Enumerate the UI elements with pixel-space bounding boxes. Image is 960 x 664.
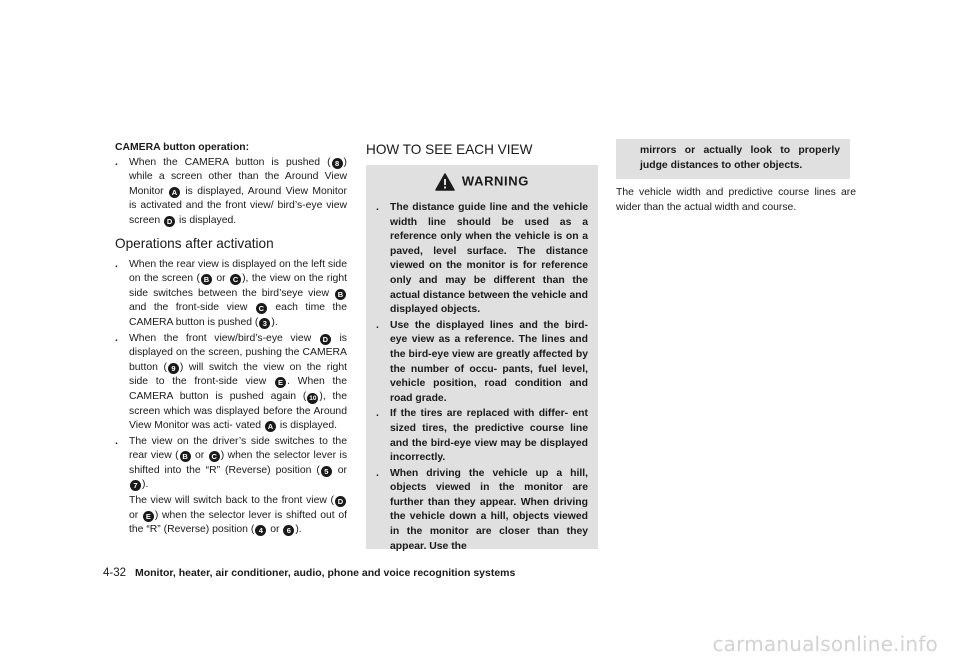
callout-9-icon: 9: [168, 363, 179, 374]
bullet-mark: .: [115, 435, 118, 447]
course-lines-paragraph: The vehicle width and predictive course lines are wider than the actual width and course.: [616, 187, 856, 213]
warning-item-hill: . When driving the vehicle up a hill, objects viewed in the monitor are further than they appear. When driving the vehicle down a hill, objects viewed in the monitor are closer than they appear. Use the: [376, 467, 588, 552]
section-heading: HOW TO SEE EACH VIEW: [366, 142, 533, 157]
callout-c-icon: C: [209, 451, 220, 462]
warning-item-tires: . If the tires are replaced with differ- ent sized tires, the predictive course line and the bird-eye view may be displayed incorrectly.: [376, 408, 588, 464]
bullet-front-view: . When the front view/bird’s-eye view D is displayed on the screen, pushing the CAMERA button ( 9 ) will switch the view on the right side to the front-side view E . When the CAMERA button is pushed again ( 10 ), the screen which was displayed before the Around View Monitor was acti- vated A is displayed.: [115, 332, 348, 432]
chapter-title: Monitor, heater, air conditioner, audio, phone and voice recognition systems: [134, 567, 516, 579]
callout-c-icon: C: [256, 303, 267, 314]
bullet-mark: .: [115, 258, 118, 270]
warning-triangle-icon: [435, 173, 455, 191]
bullet-mark: .: [376, 319, 379, 331]
bullet-mark: .: [376, 408, 379, 420]
left-column: [115, 141, 347, 539]
callout-5-icon: 5: [321, 466, 332, 477]
bullet-rear-view: . When the rear view is displayed on the left side on the screen ( B or C ), the view on the right side switches between the bird’seye view B and the front-side view C each time the CAMERA button is pushed ( 3 ).: [115, 258, 348, 328]
page-footer: [103, 566, 515, 580]
callout-d-icon: D: [335, 496, 346, 507]
callout-b-icon: B: [335, 289, 346, 300]
callout-c-icon: C: [230, 274, 241, 285]
camera-button-heading: CAMERA button operation:: [115, 142, 250, 153]
callout-d-icon: D: [320, 334, 331, 345]
callout-e-icon: E: [275, 377, 286, 388]
page-number: 4-32: [103, 567, 127, 579]
warning-box: [366, 165, 598, 552]
callout-e-icon: E: [143, 511, 154, 522]
warning-item-lines: . Use the displayed lines and the bird-eye view as a reference. The lines and the bird-eye view are greatly affected by the number of occu- pants, fuel level, vehicle position, road condition and road grade.: [376, 319, 588, 404]
callout-b-icon: B: [180, 451, 191, 462]
bullet-driver-side-continued: The view will switch back to the front view ( D or E ) when the selector lever is shifted out of the “R” (Reverse) position ( 4 or 6 ).: [129, 495, 347, 536]
callout-6-icon: 6: [283, 525, 294, 536]
callout-3-icon: 3: [259, 318, 270, 329]
warning-box-continued: mirrors or actually look to properly judge distances to other objects.: [616, 139, 850, 179]
callout-4-icon: 4: [255, 525, 266, 536]
callout-7-icon: 7: [130, 480, 141, 491]
bullet-mark: .: [376, 202, 379, 213]
callout-d-icon: D: [164, 216, 175, 227]
middle-column: [366, 139, 598, 552]
bullet-mark: .: [115, 332, 118, 344]
warning-title: WARNING: [461, 173, 529, 189]
callout-10-icon: 10: [309, 394, 317, 402]
bullet-mark: .: [376, 467, 379, 479]
bullet-camera-push: . When the CAMERA button is pushed ( 8 ) while a screen other than the Around View Monitor A is displayed, Around View Monitor is activated and the front view/ bird’s-eye view screen D is displayed.: [115, 156, 347, 226]
callout-8-icon: 8: [332, 158, 343, 169]
bullet-driver-side: . The view on the driver’s side switches to the rear view ( B or C ) when the selector lever is shifted into the “R” (Reverse) position ( 5 or 7 ).: [115, 435, 348, 491]
right-column: [616, 139, 856, 215]
callout-a-icon: A: [265, 421, 276, 432]
warning-header: [376, 173, 588, 191]
operations-heading: Operations after activation: [115, 235, 274, 251]
callout-b-icon: B: [201, 274, 212, 285]
warning-item-distance: . The distance guide line and the vehicle width line should be used as a reference only when the vehicle is on a paved, level surface. The distance viewed on the monitor is for reference only and may be different than the actual distance between the vehicle and displayed objects.: [376, 202, 588, 316]
bullet-mark: .: [115, 156, 118, 168]
watermark: carmanualsonline.info: [712, 632, 938, 656]
callout-a-icon: A: [169, 187, 180, 198]
